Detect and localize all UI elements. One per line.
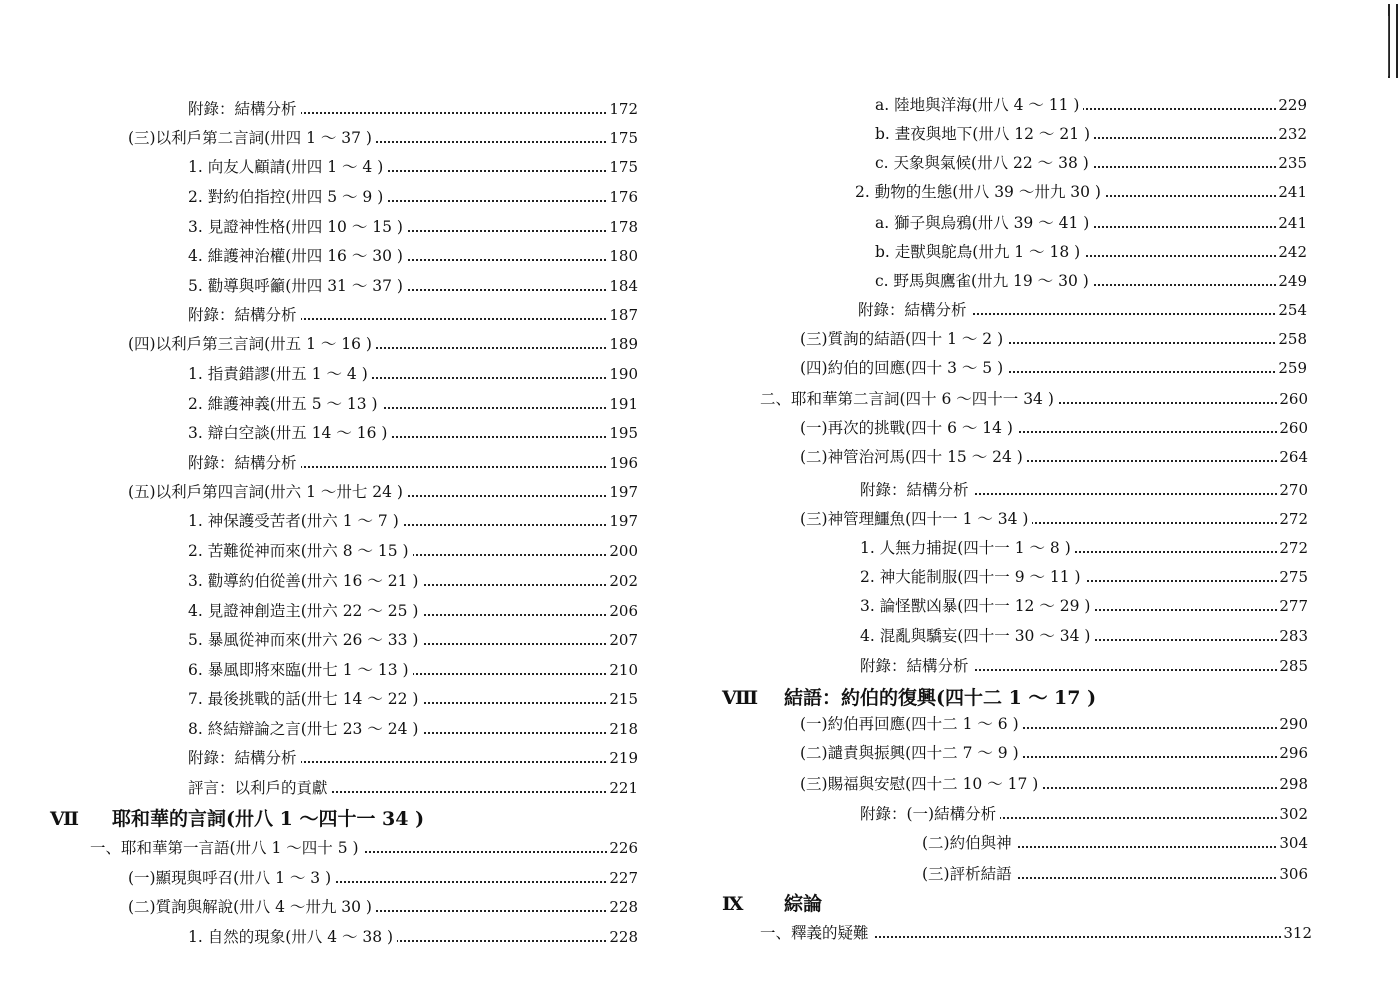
entry-label: 2. 對約伯指控(卅四 5 ～ 9 )	[188, 185, 387, 209]
page-number: 197	[608, 480, 638, 504]
toc-entry[interactable]	[860, 536, 1308, 560]
toc-entry[interactable]	[188, 155, 638, 179]
entry-label: (四)以利戶第三言詞(卅五 1 ～ 16 )	[128, 332, 376, 356]
toc-entry[interactable]	[188, 303, 638, 327]
entry-label: (三)賜福與安慰(四十二 10 ～ 17 )	[800, 772, 1042, 796]
page-number: 190	[608, 362, 638, 386]
toc-entry[interactable]	[188, 274, 638, 298]
entry-label: 1. 神保護受苦者(卅六 1 ～ 7 )	[188, 509, 403, 533]
toc-entry[interactable]	[188, 569, 638, 593]
entry-label: (二)神管治河馬(四十 15 ～ 24 )	[800, 445, 1027, 469]
toc-entry[interactable]	[128, 895, 638, 919]
toc-entry[interactable]	[188, 215, 638, 239]
toc-entry[interactable]	[800, 772, 1308, 796]
page-number: 226	[608, 836, 638, 860]
page-number: 228	[608, 895, 638, 919]
entry-label: 二、耶和華第二言詞(四十 6 ～四十一 34 )	[760, 387, 1058, 411]
page-number: 206	[608, 599, 638, 623]
chapter-title: 耶和華的言詞(卅八 1 ～四十一 34 )	[112, 808, 425, 830]
toc-entry[interactable]	[855, 180, 1307, 204]
page-number: 202	[608, 569, 638, 593]
page-number: 196	[608, 451, 638, 475]
toc-entry[interactable]	[188, 97, 638, 121]
entry-label: 附錄：結構分析	[188, 746, 301, 770]
page-number: 260	[1278, 387, 1308, 411]
toc-entry[interactable]	[875, 211, 1307, 235]
page-number: 235	[1277, 151, 1307, 175]
chapter-numeral: Ⅸ	[722, 893, 743, 915]
entry-label: (二)譴責與振興(四十二 7 ～ 9 )	[800, 741, 1023, 765]
page-number: 277	[1278, 594, 1308, 618]
toc-entry[interactable]	[875, 93, 1307, 117]
page-number: 302	[1278, 802, 1308, 826]
toc-entry[interactable]	[128, 866, 638, 890]
page-number: 228	[608, 925, 638, 949]
entry-label: 4. 見證神創造主(卅六 22 ～ 25 )	[188, 599, 422, 623]
toc-entry[interactable]	[800, 507, 1308, 531]
page-number: 242	[1277, 240, 1307, 264]
toc-entry[interactable]	[860, 654, 1308, 678]
toc-entry[interactable]	[860, 802, 1308, 826]
page-number: 180	[608, 244, 638, 268]
entry-label: 3. 見證神性格(卅四 10 ～ 15 )	[188, 215, 407, 239]
entry-label: (二)質詢與解說(卅八 4 ～卅九 30 )	[128, 895, 376, 919]
entry-label: 一、耶和華第一言語(卅八 1 ～四十 5 )	[90, 836, 363, 860]
entry-label: 7. 最後挑戰的話(卅七 14 ～ 22 )	[188, 687, 422, 711]
page-number: 249	[1277, 269, 1307, 293]
entry-label: a. 獅子與烏鴉(卅八 39 ～ 41 )	[875, 211, 1093, 235]
page-number: 175	[608, 126, 638, 150]
entry-label: b. 走獸與鴕鳥(卅九 1 ～ 18 )	[875, 240, 1084, 264]
toc-entry[interactable]	[188, 717, 638, 741]
entry-label: 附錄：結構分析	[860, 478, 973, 502]
toc-entry[interactable]	[90, 836, 638, 860]
toc-entry[interactable]	[188, 658, 638, 682]
entry-label: 一、釋義的疑難	[760, 921, 873, 945]
page-number: 272	[1278, 507, 1308, 531]
toc-entry[interactable]	[188, 244, 638, 268]
entry-label: (三)評析結語	[922, 862, 1016, 886]
entry-label: 2. 苦難從神而來(卅六 8 ～ 15 )	[188, 539, 413, 563]
page-number: 197	[608, 509, 638, 533]
entry-label: 2. 神大能制服(四十一 9 ～ 11 )	[860, 565, 1085, 589]
entry-label: (一)顯現與呼召(卅八 1 ～ 3 )	[128, 866, 335, 890]
entry-label: 附錄：(一)結構分析	[860, 802, 1000, 826]
page-number: 227	[608, 866, 638, 890]
toc-entry[interactable]	[188, 628, 638, 652]
page-number: 184	[608, 274, 638, 298]
page-number: 175	[608, 155, 638, 179]
page-number: 258	[1277, 327, 1307, 351]
chapter-numeral: Ⅷ	[722, 687, 758, 709]
toc-entry[interactable]	[800, 327, 1307, 351]
entry-label: a. 陸地與洋海(卅八 4 ～ 11 )	[875, 93, 1083, 117]
page-number: 191	[608, 392, 638, 416]
toc-entry[interactable]	[875, 151, 1307, 175]
entry-label: 4. 維護神治權(卅四 16 ～ 30 )	[188, 244, 407, 268]
entry-label: 3. 論怪獸凶暴(四十一 12 ～ 29 )	[860, 594, 1094, 618]
entry-label: 8. 終結辯論之言(卅七 23 ～ 24 )	[188, 717, 422, 741]
toc-entry[interactable]	[860, 565, 1308, 589]
entry-label: 2. 動物的生態(卅八 39 ～卅九 30 )	[855, 180, 1105, 204]
page-number: 270	[1278, 478, 1308, 502]
toc-entry[interactable]	[188, 746, 638, 770]
toc-entry[interactable]	[875, 240, 1307, 264]
page-number: 298	[1278, 772, 1308, 796]
page-number: 207	[608, 628, 638, 652]
chapter-heading-9[interactable]	[722, 888, 1122, 918]
entry-label: (二)約伯與神	[922, 831, 1016, 855]
page-number: 254	[1277, 298, 1307, 322]
page-number: 232	[1277, 122, 1307, 146]
toc-entry[interactable]	[188, 539, 638, 563]
toc-entry[interactable]	[760, 921, 1312, 945]
toc-entry[interactable]	[800, 356, 1307, 380]
page-number: 306	[1278, 862, 1308, 886]
entry-label: (五)以利戶第四言詞(卅六 1 ～卅七 24 )	[128, 480, 407, 504]
toc-entry[interactable]	[858, 298, 1307, 322]
page-number: 259	[1277, 356, 1307, 380]
page-number: 178	[608, 215, 638, 239]
page-number: 218	[608, 717, 638, 741]
toc-entry[interactable]	[188, 687, 638, 711]
entry-label: 1. 指責錯謬(卅五 1 ～ 4 )	[188, 362, 372, 386]
toc-entry[interactable]	[188, 509, 638, 533]
right-page	[700, 0, 1400, 1008]
scan-edge-line	[1388, 16, 1389, 76]
toc-entry[interactable]	[188, 185, 638, 209]
entry-label: 5. 勸導與呼籲(卅四 31 ～ 37 )	[188, 274, 407, 298]
chapter-heading-8[interactable]	[722, 682, 1342, 712]
entry-label: 附錄：結構分析	[188, 97, 301, 121]
toc-entry[interactable]	[188, 392, 638, 416]
scan-edge-mark	[1388, 4, 1398, 78]
page-number: 189	[608, 332, 638, 356]
entry-label: 附錄：結構分析	[860, 654, 973, 678]
toc-entry[interactable]	[800, 416, 1308, 440]
toc-entry[interactable]	[128, 332, 638, 356]
toc-entry[interactable]	[875, 269, 1307, 293]
page-number: 172	[608, 97, 638, 121]
chapter-heading-7[interactable]	[50, 803, 650, 833]
toc-entry[interactable]	[188, 599, 638, 623]
toc-entry[interactable]	[188, 421, 638, 445]
toc-entry[interactable]	[760, 387, 1308, 411]
toc-entry[interactable]	[800, 712, 1308, 736]
page-number: 272	[1278, 536, 1308, 560]
page-number: 176	[608, 185, 638, 209]
toc-entry[interactable]	[128, 480, 638, 504]
entry-label: 5. 暴風從神而來(卅六 26 ～ 33 )	[188, 628, 422, 652]
entry-label: 附錄：結構分析	[188, 303, 301, 327]
entry-label: 附錄：結構分析	[188, 451, 301, 475]
toc-entry[interactable]	[128, 126, 638, 150]
toc-entry[interactable]	[875, 122, 1307, 146]
toc-entry[interactable]	[860, 478, 1308, 502]
chapter-title: 綜論	[784, 893, 823, 915]
entry-label: (三)以利戶第二言詞(卅四 1 ～ 37 )	[128, 126, 376, 150]
entry-label: 6. 暴風即將來臨(卅七 1 ～ 13 )	[188, 658, 413, 682]
entry-label: (三)神管理鱷魚(四十一 1 ～ 34 )	[800, 507, 1032, 531]
chapter-title: 結語：約伯的復興(四十二 1 ～ 17 )	[784, 687, 1097, 709]
page-number: 195	[608, 421, 638, 445]
entry-label: c. 野馬與鷹雀(卅九 19 ～ 30 )	[875, 269, 1093, 293]
page-number: 187	[608, 303, 638, 327]
entry-label: 3. 勸導約伯從善(卅六 16 ～ 21 )	[188, 569, 422, 593]
entry-label: 1. 人無力捕捉(四十一 1 ～ 8 )	[860, 536, 1075, 560]
entry-label: (三)質詢的結語(四十 1 ～ 2 )	[800, 327, 1007, 351]
page-number: 260	[1278, 416, 1308, 440]
page-number: 221	[608, 776, 638, 800]
entry-label: (一)再次的挑戰(四十 6 ～ 14 )	[800, 416, 1017, 440]
entry-label: (一)約伯再回應(四十二 1 ～ 6 )	[800, 712, 1023, 736]
entry-label: c. 天象與氣候(卅八 22 ～ 38 )	[875, 151, 1093, 175]
page-number: 290	[1278, 712, 1308, 736]
toc-entry[interactable]	[922, 831, 1308, 855]
chapter-numeral: Ⅶ	[50, 808, 78, 830]
toc-entry[interactable]	[860, 594, 1308, 618]
page-number: 241	[1277, 180, 1307, 204]
page-number: 229	[1277, 93, 1307, 117]
page-number: 264	[1278, 445, 1308, 469]
toc-entry[interactable]	[800, 445, 1308, 469]
page-number: 275	[1278, 565, 1308, 589]
entry-label: 2. 維護神義(卅五 5 ～ 13 )	[188, 392, 382, 416]
entry-label: 1. 自然的現象(卅八 4 ～ 38 )	[188, 925, 397, 949]
entry-label: 評言：以利戶的貢獻	[188, 776, 332, 800]
toc-entry[interactable]	[188, 925, 638, 949]
page-number: 215	[608, 687, 638, 711]
entry-label: 附錄：結構分析	[858, 298, 971, 322]
entry-label: 1. 向友人顧請(卅四 1 ～ 4 )	[188, 155, 387, 179]
page-number: 304	[1278, 831, 1308, 855]
toc-entry[interactable]	[922, 862, 1308, 886]
page-number: 296	[1278, 741, 1308, 765]
page-number: 241	[1277, 211, 1307, 235]
entry-label: b. 晝夜與地下(卅八 12 ～ 21 )	[875, 122, 1094, 146]
toc-entry[interactable]	[188, 362, 638, 386]
page-number: 210	[608, 658, 638, 682]
page-number: 312	[1282, 921, 1312, 945]
page-number: 219	[608, 746, 638, 770]
toc-entry[interactable]	[188, 451, 638, 475]
entry-label: (四)約伯的回應(四十 3 ～ 5 )	[800, 356, 1007, 380]
entry-label: 4. 混亂與驕妄(四十一 30 ～ 34 )	[860, 624, 1094, 648]
page-number: 283	[1278, 624, 1308, 648]
page-number: 285	[1278, 654, 1308, 678]
toc-entry[interactable]	[188, 776, 638, 800]
page-number: 200	[608, 539, 638, 563]
entry-label: 3. 辯白空談(卅五 14 ～ 16 )	[188, 421, 391, 445]
toc-entry[interactable]	[800, 741, 1308, 765]
toc-entry[interactable]	[860, 624, 1308, 648]
